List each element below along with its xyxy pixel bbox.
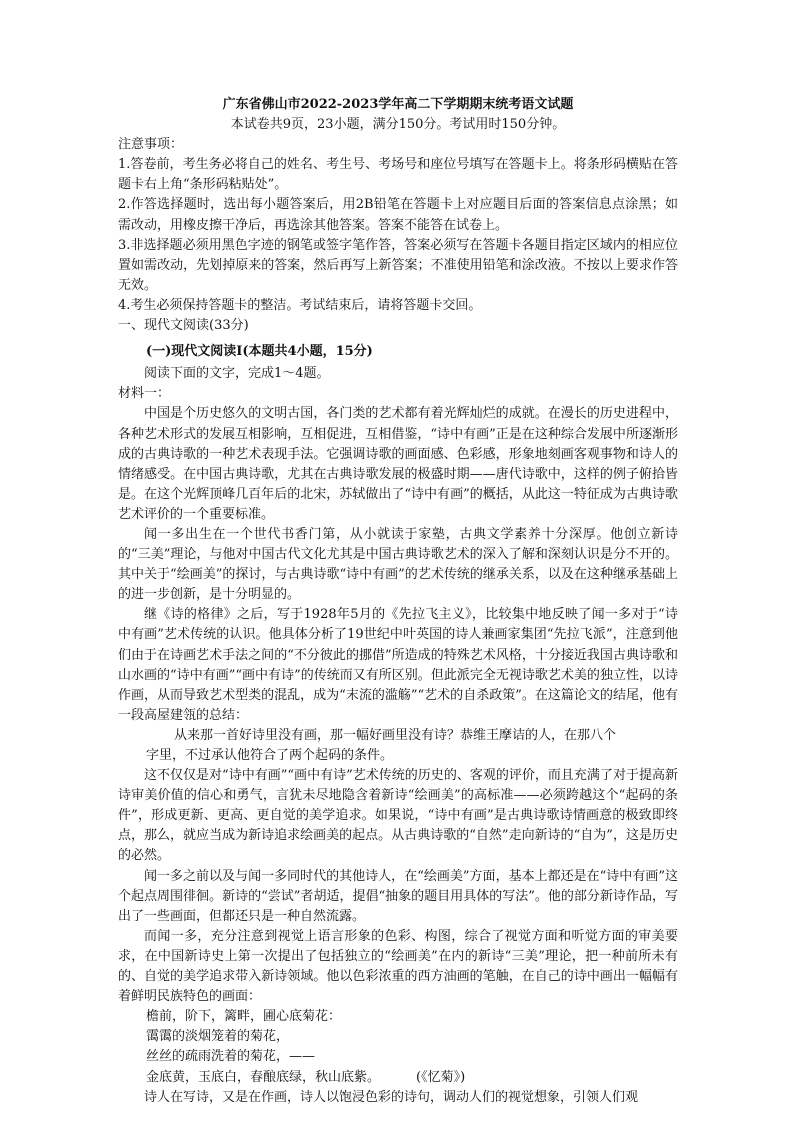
poem-line-4 bbox=[118, 1068, 678, 1088]
note-item-1: 1.答卷前，考生务必将自己的姓名、考生号、考场号和座位号填写在答题卡上。将条形码横贴在答题卡右上角“条形码粘贴处”。 bbox=[118, 157, 678, 193]
body-paragraph-4: 这不仅仅是对“诗中有画”“画中有诗”艺术传统的历史的、客观的评价，而且充满了对于提高新诗审美价值的信心和勇气，言犹未尽地隐含着新诗“绘画美”的高标准——必须跨越这个“起码的条件”，形成更新、更高、更自觉的美学追求。如果说，“诗中有画”是古典诗歌诗情画意的极致即终点，那么，就应当成为新诗追求绘画美的起点。从古典诗歌的“自然”走向新诗的“自为”，这是历史的必然。 bbox=[118, 768, 678, 864]
section-heading: 一、现代文阅读(33分) bbox=[118, 318, 249, 334]
quote-line-1: 从来那一首好诗里没有画，那一幅好画里没有诗？恭维王摩诘的人，在那八个 bbox=[174, 727, 617, 743]
material-label: 材料一： bbox=[118, 386, 171, 402]
note-item-2: 2.作答选择题时，选出每小题答案后，用2B铅笔在答题卡上对应题目后面的答案信息点涂黑；如需改动，用橡皮擦干净后，再选涂其他答案。答案不能答在试卷上。 bbox=[118, 197, 678, 233]
poem-source: (《忆菊》) bbox=[416, 1069, 466, 1085]
body-paragraph-2: 闻一多出生在一个世代书香门第，从小就读于家塾，古典文学素养十分深厚。他创立新诗的“三美”理论，与他对中国古代文化尤其是中国古典诗歌艺术的深入了解和深刻认识是分不开的。其中关于“绘画美”的探讨，与古典诗歌“诗中有画”的艺术传统的继承关系，以及在这种继承基础上的进一步创新，是十分明显的。 bbox=[118, 526, 678, 603]
body-paragraph-3: 继《诗的格律》之后，写于1928年5月的《先拉飞主义》，比较集中地反映了闻一多对于“诗中有画”艺术传统的认识。他具体分析了19世纪中叶英国的诗人兼画家集团“先拉飞派”，注意到他们由于在诗画艺术手法之间的“不分彼此的挪借”所造成的特殊艺术风格，十分接近我国古典诗歌和山水画的“诗中有画”“画中有诗”的传统而又有所区别。但此派完全无视诗歌艺术美的独立性，以诗作画，从而导致艺术型类的混乱，成为“末流的滥觞”“艺术的自杀政策”。在这篇论文的结尾，他有一段高屋建瓴的总结： bbox=[118, 607, 678, 723]
poem-line-1: 檐前，阶下，篱畔，圃心底菊花： bbox=[146, 1009, 342, 1025]
body-paragraph-1: 中国是个历史悠久的文明古国，各门类的艺术都有着光辉灿烂的成就。在漫长的历史进程中，各种艺术形式的发展互相影响，互相促进，互相借鉴，“诗中有画”正是在这种综合发展中所逐渐形成的古典诗歌的一种艺术表现手法。它强调诗歌的画面感、色彩感，形象地刻画客观事物和诗人的情绪感受。在中国古典诗歌，尤其在古典诗歌发展的极盛时期——唐代诗歌中，这样的例子俯拾皆是。在这个光辉顶峰几百年后的北宋，苏轼做出了“诗中有画”的概括，从此这一特征成为古典诗歌艺术评价的一个重要标准。 bbox=[118, 406, 678, 522]
body-paragraph-6: 而闻一多，充分注意到视觉上语言形象的色彩、构图，综合了视觉方面和听觉方面的审美要求，在中国新诗史上第一次提出了包括独立的“绘画美”在内的新诗“三美”理论，把一种前所未有的、自觉的美学追求带入新诗领域。他以色彩浓重的西方油画的笔触，在自己的诗中画出一幅幅有着鲜明民族特色的画面： bbox=[118, 928, 678, 1005]
exam-info: 本试卷共9页，23小题，满分150分。考试用时150分钟。 bbox=[230, 117, 566, 133]
exam-page bbox=[118, 95, 678, 1108]
note-item-4: 4.考生必须保持答题卡的整洁。考试结束后，请将答题卡交回。 bbox=[118, 297, 482, 313]
reading-instruction: 阅读下面的文字，完成1～4题。 bbox=[144, 366, 330, 382]
closing-paragraph: 诗人在写诗，又是在作画，诗人以饱浸色彩的诗句，调动人们的视觉想象，引领人们观 bbox=[144, 1089, 639, 1105]
poem-line-2: 霭霭的淡烟笼着的菊花， bbox=[146, 1029, 290, 1045]
body-paragraph-5: 闻一多之前以及与闻一多同时代的其他诗人，在“绘画美”方面，基本上都还是在“诗中有画”这个起点周围徘徊。新诗的“尝试”者胡适，提倡“抽象的题目用具体的写法”。他的部分新诗作品，写出了一些画面，但都还只是一种自然流露。 bbox=[118, 868, 678, 924]
exam-title: 广东省佛山市2022-2023学年高二下学期期末统考语文试题 bbox=[222, 97, 574, 112]
note-item-3: 3.非选择题必须用黑色字迹的钢笔或签字笔作答，答案必须写在答题卡各题目指定区域内的相应位置如需改动，先划掉原来的答案，然后再写上新答案；不准使用铅笔和涂改液。不按以上要求作答无效。 bbox=[118, 237, 678, 293]
poem-line-3: 丝丝的疏雨洗着的菊花，—— bbox=[146, 1049, 316, 1065]
poem-line-4-text: 金底黄，玉底白，春酿底绿，秋山底紫。 bbox=[146, 1069, 381, 1085]
notes-heading: 注意事项： bbox=[118, 137, 184, 153]
quote-line-2: 字里，不过承认他符合了两个起码的条件。 bbox=[146, 748, 394, 763]
subsection-heading: (一)现代文阅读Ⅰ(本题共4小题，15分) bbox=[146, 344, 373, 360]
